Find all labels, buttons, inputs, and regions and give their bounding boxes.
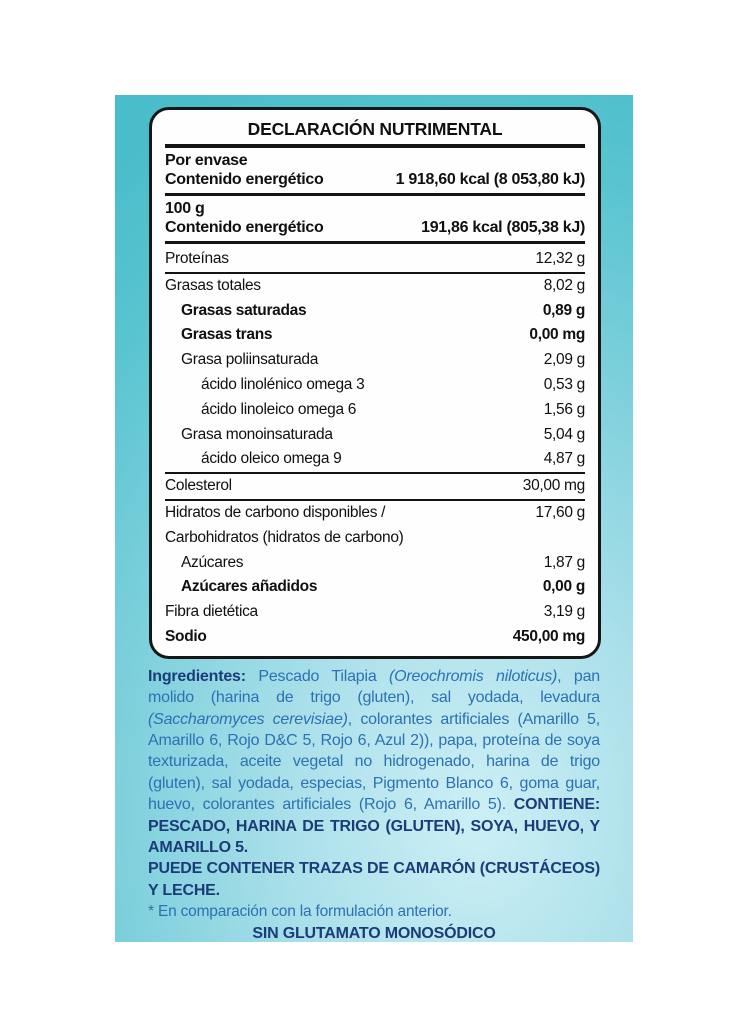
nutrient-value: 3,19 g [543, 603, 585, 621]
energy-value: 191,86 kcal (805,38 kJ) [421, 219, 585, 236]
nutrient-label: Azúcares añadidos [181, 578, 318, 596]
nutrient-row [165, 274, 585, 299]
energy-value: 1 918,60 kcal (8 053,80 kJ) [395, 171, 585, 188]
nutrient-label: Carbohidratos (hidratos de carbono) [165, 528, 404, 546]
nutrient-label: Hidratos de carbono disponibles / [165, 503, 386, 521]
nutrient-row [165, 373, 585, 398]
section-rule [165, 193, 585, 196]
section-rule [165, 241, 585, 244]
claim-text: SIN GLUTAMATO MONOSÓDICO [252, 924, 496, 942]
energy-label: Contenido energético [165, 171, 324, 188]
nutrient-label: Grasas saturadas [181, 301, 307, 319]
nutrient-label: ácido linoleico omega 6 [201, 400, 357, 418]
nutrient-label: ácido oleico omega 9 [201, 450, 342, 468]
ingredient-segment: (Oreochromis niloticus) [389, 667, 558, 685]
nutrient-value: 12,32 g [535, 250, 585, 267]
energy-scope: 100 g [165, 200, 205, 217]
nutrient-row [165, 398, 585, 423]
nutrient-value: 1,56 g [543, 400, 585, 418]
allergen-trace-text: PUEDE CONTENER TRAZAS DE CAMARÓN (CRUSTÁCEOS) Y LECHE. [148, 860, 600, 899]
ingredient-segment: Pescado Tilapia [258, 667, 390, 685]
nutrient-value: 4,87 g [543, 450, 585, 468]
nutrient-row [165, 348, 585, 373]
nutrient-value: 2,09 g [543, 351, 585, 369]
nutrient-value: 0,53 g [543, 375, 585, 393]
nutrient-row [165, 625, 585, 650]
nutrient-row [165, 423, 585, 448]
title-rule [165, 144, 585, 148]
nutrient-row [165, 323, 585, 348]
nutrient-label: Colesterol [165, 477, 232, 495]
nutrient-value: 5,04 g [543, 425, 585, 443]
nutrient-value: 0,00 g [542, 578, 585, 596]
nutrient-label: Grasa poliinsaturada [181, 351, 319, 369]
nutrient-value: 0,00 mg [529, 326, 585, 344]
nutrient-value: 8,02 g [543, 276, 585, 294]
footnote-text: * En comparación con la formulación anterior. [148, 903, 452, 921]
nutrient-row [165, 551, 585, 576]
nutrient-row [165, 526, 585, 551]
nutrient-row [165, 474, 585, 501]
energy-section-per-package [165, 151, 585, 190]
nutrient-row [165, 247, 585, 274]
ingredient-segment: Ingredientes: [148, 667, 259, 685]
ingredient-segment: , pan molido (harina de trigo (gluten), sal yodada, levadura [148, 667, 600, 707]
nutrient-value: 30,00 mg [522, 477, 585, 495]
energy-section-per-100g [165, 199, 585, 238]
panel-title: DECLARACIÓN NUTRIMENTAL [247, 119, 503, 139]
nutrient-row [165, 447, 585, 474]
nutrient-value: 1,87 g [543, 553, 585, 571]
ingredient-segment: CONTIENE: PESCADO, HARINA DE TRIGO (GLUTEN), SOYA, HUEVO, Y AMARILLO 5. [148, 796, 600, 856]
nutrient-label: Fibra dietética [165, 603, 258, 621]
nutrient-value: 450,00 mg [512, 627, 585, 645]
nutrient-row [165, 299, 585, 324]
nutrient-label: Sodio [165, 627, 207, 645]
nutrient-label: Proteínas [165, 250, 229, 267]
nutrient-label: ácido linolénico omega 3 [201, 375, 365, 393]
nutrient-value: 0,89 g [542, 301, 585, 319]
nutrient-label: Grasas totales [165, 276, 261, 294]
nutrient-value: 17,60 g [535, 503, 585, 521]
nutrient-label: Azúcares [181, 553, 244, 571]
nutrient-row [165, 501, 585, 526]
label-card [115, 95, 633, 942]
ingredient-segment: , colorantes artificiales (Amarillo 5, Amarillo 6, Rojo D&C 5, Rojo 6, Azul 2)), papa, proteína de soya texturizada, aceite vegetal no hidrogenado, harina de trigo (gluten), sal yodada, especias, Pigmento Blanco 6, goma guar, huevo, colorantes artificiales (Rojo 6, Amarillo 5). [148, 710, 600, 814]
ingredients-text [148, 666, 600, 859]
ingredient-segment: (Saccharomyces cerevisiae) [148, 710, 348, 728]
energy-scope: Por envase [165, 152, 248, 169]
nutrient-row [165, 575, 585, 600]
nutrient-label: Grasas trans [181, 326, 273, 344]
nutrition-panel [149, 107, 601, 659]
nutrient-rows [165, 247, 585, 650]
nutrient-label: Grasa monoinsaturada [181, 425, 333, 443]
nutrient-row [165, 600, 585, 625]
energy-label: Contenido energético [165, 219, 324, 236]
